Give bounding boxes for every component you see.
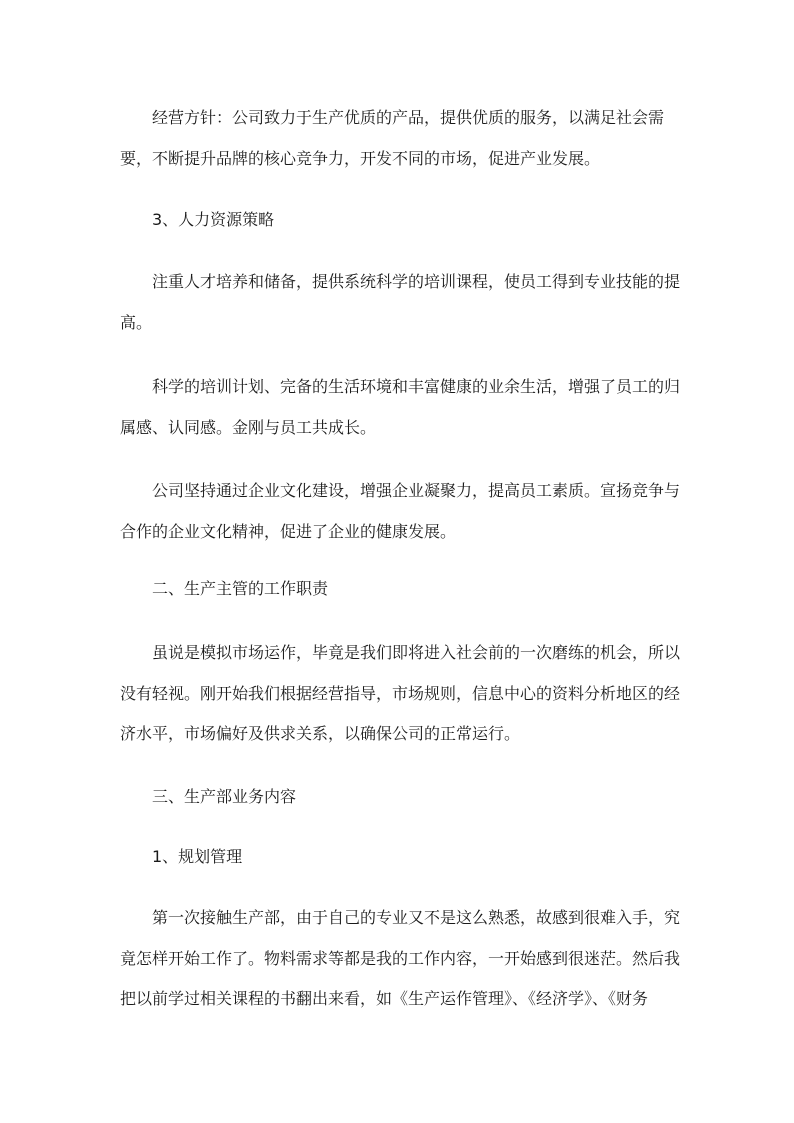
paragraph-market-simulation: 虽说是模拟市场运作，毕竟是我们即将进入社会前的一次磨练的机会，所以没有轻视。刚开始我们根据经营指导，市场规则，信息中心的资料分析地区的经济水平，市场偏好及供求关系，以确保公司的正常运行。	[120, 643, 681, 743]
paragraph-talent-training: 注重人才培养和储备，提供系统科学的培训课程，使员工得到专业技能的提高。	[120, 272, 681, 332]
heading-planning-management: 1、规划管理	[152, 847, 243, 866]
paragraph-training-plan: 科学的培训计划、完备的生活环境和丰富健康的业余生活，增强了员工的归属感、认同感。金刚与员工共成长。	[120, 377, 681, 437]
heading-production-supervisor-duties: 二、生产主管的工作职责	[152, 579, 329, 598]
paragraph-first-contact: 第一次接触生产部，由于自己的专业又不是这么熟悉，故感到很难入手，究竟怎样开始工作了。物料需求等都是我的工作内容，一开始感到很迷茫。然后我把以前学过相关课程的书翻出来看，如《生产运作管理》、《经济学》、《财务	[120, 908, 681, 1008]
heading-hr-strategy: 3、人力资源策略	[152, 210, 275, 229]
heading-production-dept-business: 三、生产部业务内容	[152, 787, 297, 806]
paragraph-corporate-culture: 公司坚持通过企业文化建设，增强企业凝聚力，提高员工素质。宣扬竞争与合作的企业文化精神，促进了企业的健康发展。	[120, 481, 681, 541]
paragraph-business-policy: 经营方针：公司致力于生产优质的产品，提供优质的服务，以满足社会需要，不断提升品牌的核心竞争力，开发不同的市场，促进产业发展。	[120, 108, 665, 168]
